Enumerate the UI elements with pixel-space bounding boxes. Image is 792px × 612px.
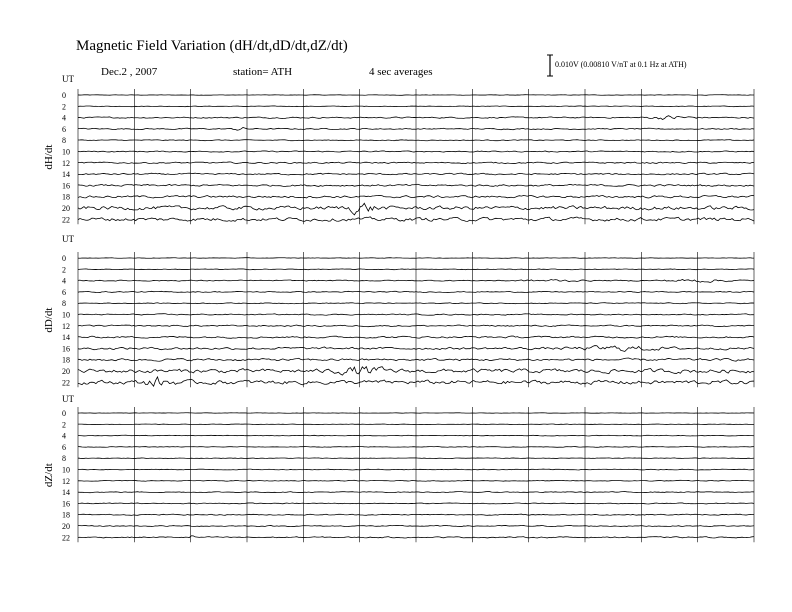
hour-label: 4	[62, 113, 66, 123]
panel-dZ-dt	[43, 394, 754, 542]
ut-label: UT	[62, 234, 74, 244]
hour-label: 18	[62, 510, 70, 520]
panel-dH-dt	[43, 74, 754, 224]
hour-label: 6	[62, 124, 66, 134]
hour-label: 12	[62, 476, 70, 486]
hour-label: 12	[62, 321, 70, 331]
trace-6	[78, 446, 754, 447]
hour-label: 6	[62, 287, 66, 297]
hour-label: 18	[62, 192, 70, 202]
trace-4	[78, 435, 754, 436]
hour-label: 10	[62, 465, 70, 475]
hour-label: 0	[62, 254, 66, 263]
hour-label: 4	[62, 431, 66, 441]
averages-label: 4 sec averages	[369, 66, 433, 78]
ut-label: UT	[62, 74, 74, 84]
hour-label: 14	[62, 333, 70, 343]
hour-label: 16	[62, 181, 70, 191]
trace-2	[78, 424, 754, 425]
hour-label: 2	[62, 265, 66, 275]
scale-bar-label: 0.010V (0.00810 V/nT at 0.1 Hz at ATH)	[555, 60, 687, 69]
hour-label: 20	[62, 522, 70, 531]
hour-label: 14	[62, 170, 70, 180]
ut-label: UT	[62, 394, 74, 404]
panel-ylabel: dH/dt	[43, 144, 55, 170]
trace-2	[78, 269, 754, 270]
hour-label: 22	[62, 215, 70, 225]
hour-label: 12	[62, 158, 70, 168]
hour-label: 4	[62, 276, 66, 286]
date-label: Dec.2 , 2007	[101, 66, 158, 78]
scale-bar	[547, 55, 553, 76]
hour-label: 8	[62, 299, 66, 309]
hour-label: 8	[62, 136, 66, 146]
trace-0	[78, 95, 754, 96]
hour-label: 8	[62, 454, 66, 464]
hour-label: 2	[62, 102, 66, 112]
hour-label: 16	[62, 344, 70, 354]
chart-title: Magnetic Field Variation (dH/dt,dD/dt,dZ/dt)	[76, 38, 348, 54]
hour-label: 6	[62, 442, 66, 452]
panel-dD-dt	[43, 234, 754, 387]
station-label: station= ATH	[233, 66, 293, 78]
trace-12	[78, 480, 754, 481]
hour-label: 10	[62, 147, 70, 157]
hour-label: 2	[62, 420, 66, 430]
hour-label: 16	[62, 499, 70, 509]
hour-label: 0	[62, 409, 66, 418]
panel-ylabel: dD/dt	[43, 307, 55, 333]
hour-label: 20	[62, 367, 70, 376]
trace-0	[78, 413, 754, 414]
hour-label: 22	[62, 533, 70, 543]
hour-label: 20	[62, 204, 70, 213]
panel-ylabel: dZ/dt	[43, 463, 55, 488]
hour-label: 14	[62, 488, 70, 498]
hour-label: 0	[62, 91, 66, 100]
hour-label: 22	[62, 378, 70, 388]
hour-label: 10	[62, 310, 70, 320]
hour-label: 18	[62, 355, 70, 365]
